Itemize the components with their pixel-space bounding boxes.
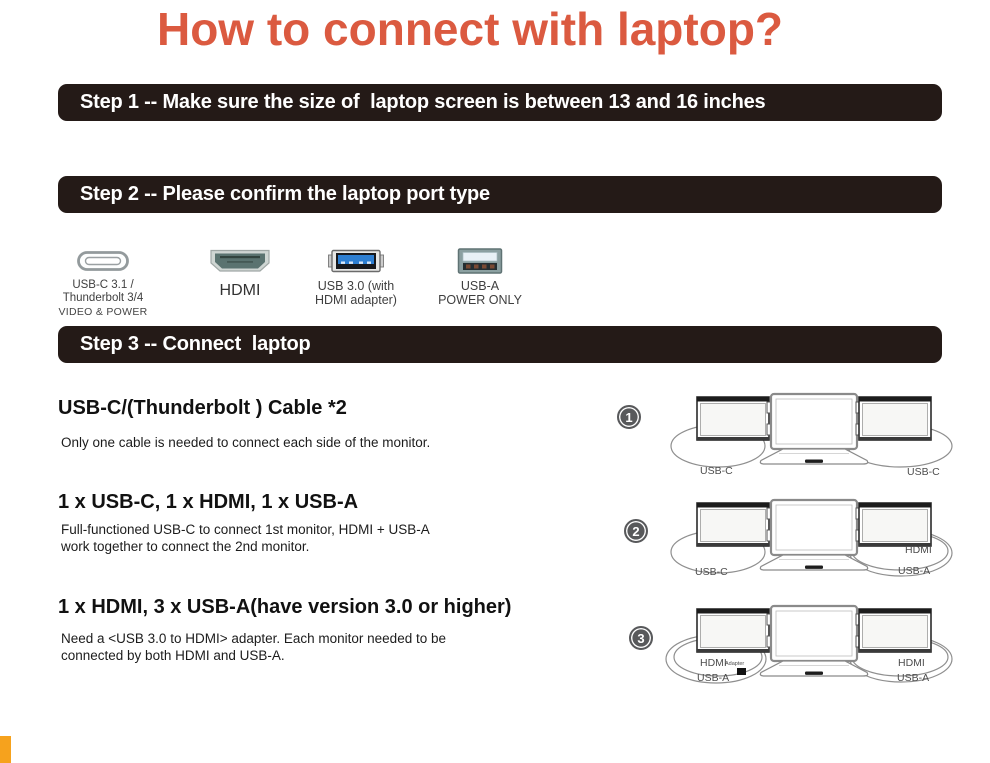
hdmi-port-icon <box>185 246 295 276</box>
usb-c-caption-line2: Thunderbolt 3/4 <box>62 292 144 304</box>
option-3-desc-line2: connected by both HDMI and USB-A. <box>61 648 285 663</box>
cable-label-usb-c-right: USB-C <box>907 466 940 478</box>
usb-a-caption-line1: USB-A <box>460 279 500 293</box>
option-1-description <box>61 434 541 451</box>
step-3-bar <box>58 326 942 363</box>
usb-to-hdmi-adapter <box>737 668 746 675</box>
option-3-desc-line1: Need a <USB 3.0 to HDMI> adapter. Each monitor needed to be <box>61 631 446 646</box>
page-title: How to connect with laptop? <box>156 3 784 55</box>
cable-label-hdmi-left: HDMI <box>700 657 727 669</box>
usb-c-caption-subline: VIDEO & POWER <box>58 306 148 318</box>
step-2-bar <box>58 176 942 213</box>
cable-label-usb-a-right: USB-A <box>898 565 931 577</box>
option-1-heading: USB-C/(Thunderbolt ) Cable *2 <box>58 397 347 419</box>
option-2-description <box>61 521 541 555</box>
step-1-label: Step 1 -- Make sure the size of laptop screen is between 13 and 16 inches <box>80 91 766 113</box>
cable-label-hdmi-right: HDMI <box>898 657 925 669</box>
option-2-heading: 1 x USB-C, 1 x HDMI, 1 x USB-A <box>58 491 359 513</box>
usb-a-port-icon <box>422 246 538 276</box>
step-3-label: Step 3 -- Connect laptop <box>80 333 311 355</box>
cable-label-usb-a-right: USB-A <box>897 672 930 684</box>
usb-a-caption-line2: POWER ONLY <box>438 293 522 307</box>
usb-c-caption-line1: USB-C 3.1 / <box>72 279 134 291</box>
port-hdmi <box>185 246 295 300</box>
port-usb-a <box>422 246 538 307</box>
diagram-1-badge: 1 <box>617 405 641 429</box>
diagram-2-badge: 2 <box>624 519 648 543</box>
hdmi-caption: HDMI <box>219 282 261 299</box>
diagram-3-badge: 3 <box>629 626 653 650</box>
option-3-description <box>61 630 541 664</box>
cable-label-usb-c-left: USB-C <box>695 566 728 578</box>
diagram-1-usb-c-setup <box>653 390 955 485</box>
port-usb-3 <box>298 246 414 307</box>
step-1-bar <box>58 84 942 121</box>
usb-3-port-icon <box>298 246 414 276</box>
cable-label-usb-c-left: USB-C <box>700 465 733 477</box>
diagram-3-hdmi-usb-a-setup <box>653 602 955 697</box>
option-2-desc-line2: work together to connect the 2nd monitor. <box>61 539 310 554</box>
orange-corner-mark <box>0 736 11 763</box>
usb-3-caption-line2: HDMI adapter) <box>315 293 397 307</box>
cable-label-usb-a-left: USB-A <box>697 672 730 684</box>
option-2-desc-line1: Full-functioned USB-C to connect 1st monitor, HDMI + USB-A <box>61 522 430 537</box>
option-3-heading: 1 x HDMI, 3 x USB-A(have version 3.0 or higher) <box>58 596 512 618</box>
usb-3-caption-line1: USB 3.0 (with <box>317 279 395 293</box>
cable-label-hdmi-right: HDMI <box>905 544 932 556</box>
step-2-label: Step 2 -- Please confirm the laptop port type <box>80 183 490 205</box>
option-1-desc-line1: Only one cable is needed to connect each side of the monitor. <box>61 435 431 450</box>
port-usb-c <box>46 246 160 319</box>
usb-c-port-icon <box>46 246 160 276</box>
diagram-2-usb-c-hdmi-usb-a-setup <box>653 496 955 591</box>
adapter-label: Adapter <box>725 661 745 667</box>
